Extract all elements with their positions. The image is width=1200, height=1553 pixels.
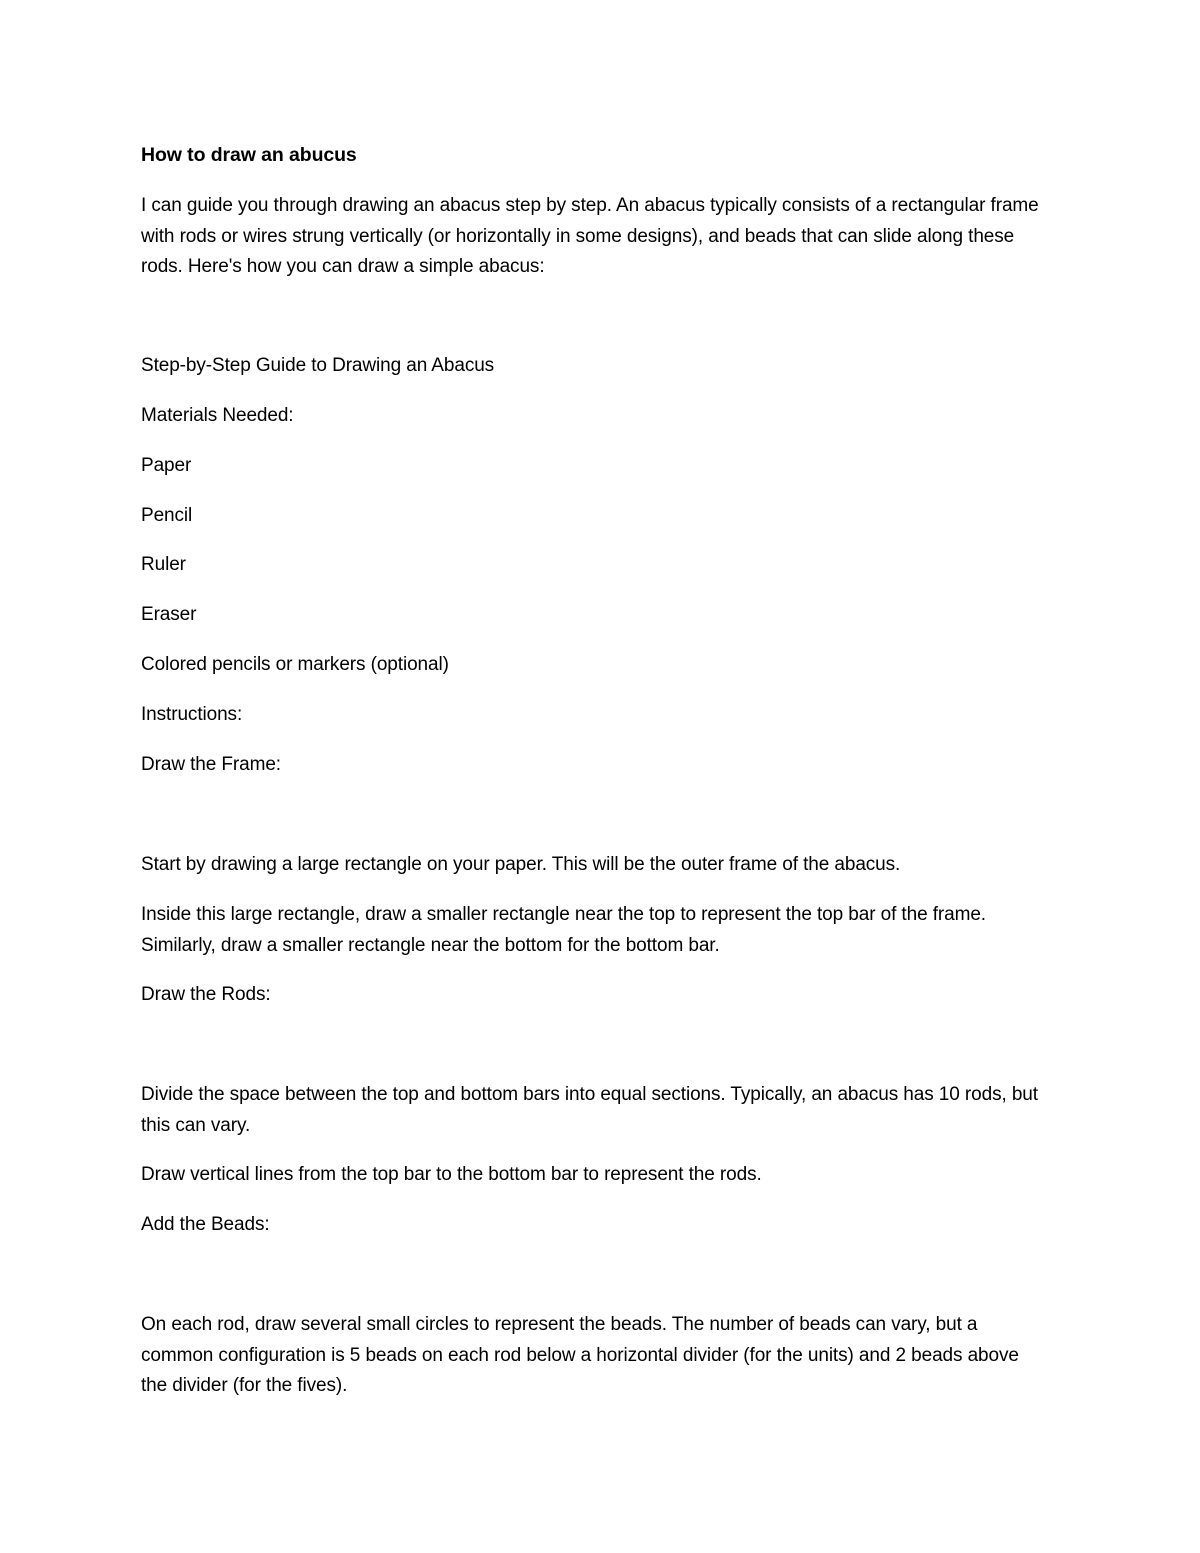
intro-paragraph: I can guide you through drawing an abacus step by step. An abacus typically consists of a rectangular frame with rods or wires strung vertically (or horizontally in some designs), and beads that can slide along these rods. Here's how you can draw a simple abacus:	[141, 195, 1039, 277]
material-item: Paper	[141, 455, 192, 476]
material-item: Eraser	[141, 604, 197, 625]
instructions-heading: Instructions:	[141, 704, 243, 725]
rods-heading: Draw the Rods:	[141, 984, 271, 1005]
frame-step-1: Start by drawing a large rectangle on your paper. This will be the outer frame of the abacus.	[141, 854, 901, 875]
guide-heading: Step-by-Step Guide to Drawing an Abacus	[141, 355, 495, 376]
rods-step-2: Draw vertical lines from the top bar to the bottom bar to represent the rods.	[141, 1164, 762, 1185]
frame-step-2: Inside this large rectangle, draw a smaller rectangle near the top to represent the top bar of the frame. Similarly, draw a smaller rectangle near the bottom for the bottom bar.	[141, 904, 986, 956]
material-item: Pencil	[141, 505, 193, 526]
beads-heading: Add the Beads:	[141, 1214, 270, 1235]
materials-heading: Materials Needed:	[141, 405, 294, 426]
document-title: How to draw an abucus	[141, 144, 357, 166]
material-item: Colored pencils or markers (optional)	[141, 654, 449, 675]
rods-step-1: Divide the space between the top and bottom bars into equal sections. Typically, an abacus has 10 rods, but this can vary.	[141, 1084, 1038, 1136]
beads-step-1: On each rod, draw several small circles to represent the beads. The number of beads can vary, but a common configuration is 5 beads on each rod below a horizontal divider (for the units) and 2 beads above the divider (for the fives).	[141, 1314, 1019, 1396]
material-item: Ruler	[141, 554, 186, 575]
frame-heading: Draw the Frame:	[141, 754, 281, 775]
